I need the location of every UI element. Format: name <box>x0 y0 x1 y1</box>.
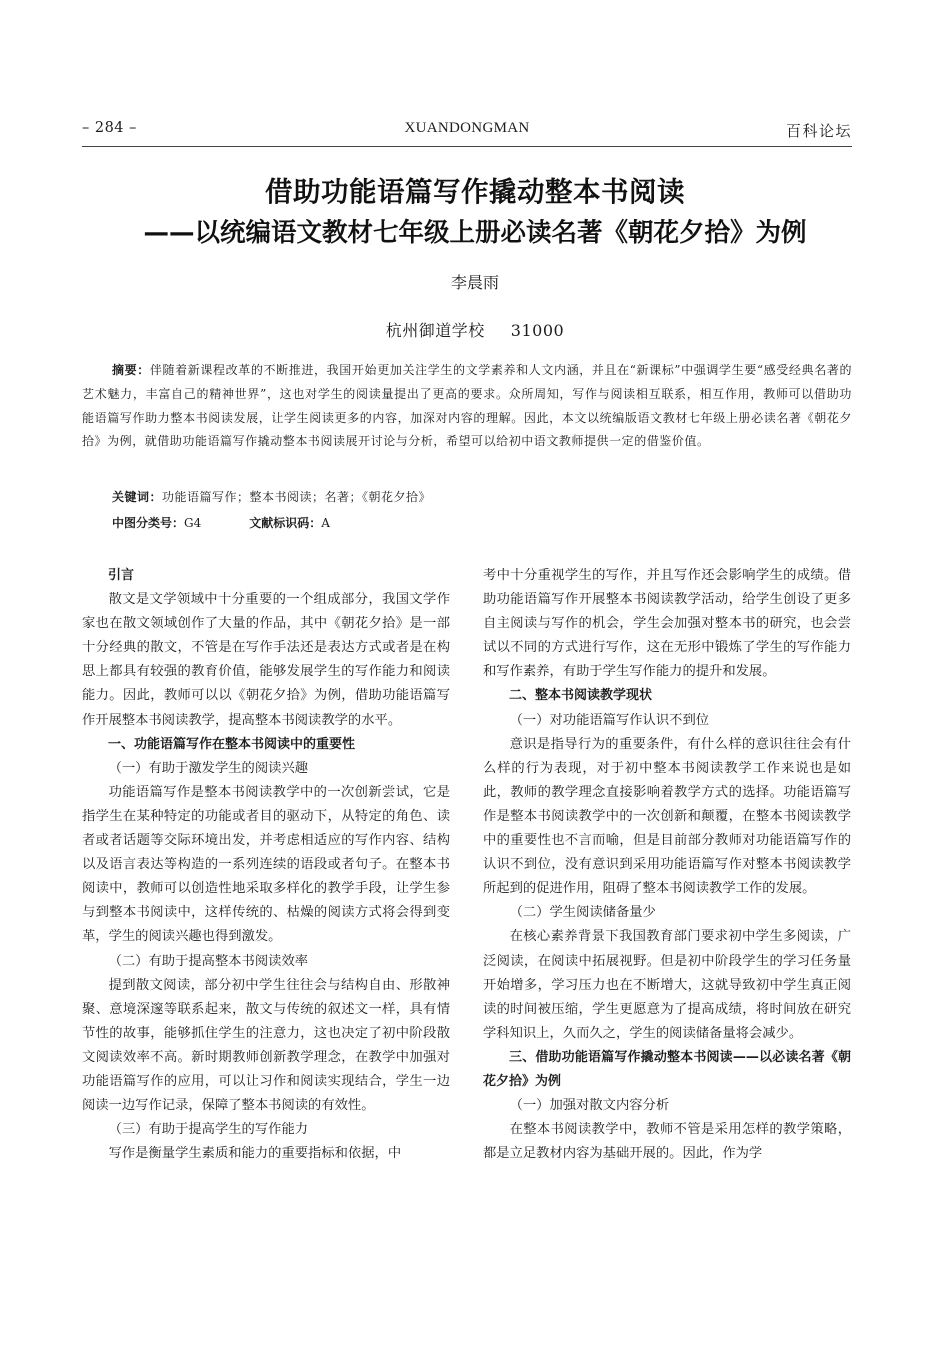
article-subtitle: ——以统编语文教材七年级上册必读名著《朝花夕拾》为例 <box>143 218 807 248</box>
section-heading: 引言 <box>108 568 135 583</box>
right-column <box>483 564 851 1166</box>
section-heading: 三、借助功能语篇写作撬动整本书阅读——以必读名著《朝花夕拾》为例 <box>483 1049 851 1089</box>
abstract-text: 伴随着新课程改革的不断推进，我国开始更加关注学生的文学素养和人文内涵，并且在“新课标”中强调学生要“感受经典名著的艺术魅力，丰富自己的精神世界”，这也对学生的阅读量提出了更高的要求。众所周知，写作与阅读相互联系，相互作用，教师可以借助功能语篇写作助力整本书阅读发展，让学生阅读更多的内容，加深对内容的理解。因此，本文以统编版语文教材七年级上册必读名著《朝花夕拾》为例，就借助功能语篇写作撬动整本书阅读展开讨论与分析，希望可以给初中语文教师提供一定的借鉴价值。 <box>82 363 852 449</box>
doc-code-value: A <box>321 516 330 530</box>
body-paragraph: 在整本书阅读教学中，教师不管是采用怎样的教学策略，都是立足教材内容为基础开展的。因此，作为学 <box>483 1122 851 1162</box>
abstract <box>82 359 852 454</box>
clc-value: G4 <box>184 516 202 530</box>
keywords <box>112 488 431 505</box>
page-number: – 284 – <box>82 120 137 136</box>
section-heading: 二、整本书阅读教学现状 <box>509 688 653 704</box>
affiliation-name: 杭州御道学校 <box>385 321 485 340</box>
body-paragraph: 在核心素养背景下我国教育部门要求初中学生多阅读，广泛阅读，在阅读中拓展视野。但是初中阶段学生的学习任务量开始增多，学习压力也在不断增大，这就导致初中学生真正阅读的时间被压缩，学生更愿意为了提高成绩，将时间放在研究学科知识上，久而久之，学生的阅读储备量将会减少。 <box>483 929 851 1041</box>
subsection-heading: （一）加强对散文内容分析 <box>509 1098 670 1114</box>
body-paragraph: 意识是指导行为的重要条件，有什么样的意识往往会有什么样的行为表现，对于初中整本书阅读教学工作来说也是如此，教师的教学理念直接影响着教学方式的选择。功能语篇写作是整本书阅读教学中的一次创新和颠覆，在整本书阅读教学中的重要性也不言而喻，但是目前部分教师对功能语篇写作的认识不到位，没有意识到采用功能语篇写作对整本书阅读教学所起到的促进作用，阻碍了整本书阅读教学工作的发展。 <box>483 736 851 897</box>
body-paragraph: 散文是文学领域中十分重要的一个组成部分，我国文学作家也在散文领域创作了大量的作品，其中《朝花夕拾》是一部十分经典的散文，不管是在写作手法还是表达方式或者是在构思上都具有较强的教育价值，能够发展学生的写作能力和阅读能力。因此，教师可以以《朝花夕拾》为例，借助功能语篇写作开展整本书阅读教学，提高整本书阅读教学的水平。 <box>82 592 450 728</box>
doc-code-label: 文献标识码： <box>249 516 322 530</box>
left-column <box>82 564 450 1166</box>
affiliation <box>0 318 950 341</box>
body-paragraph: 功能语篇写作是整本书阅读教学中的一次创新尝试，它是指学生在某种特定的功能或者目的驱动下，从特定的角色、读者或者话题等交际环境出发，并考虑相适应的写作内容、结构以及语言表达等构造的一系列连续的语段或者句子。在整本书阅读中，教师可以创造性地采取多样化的教学手段，让学生参与到整本书阅读中，这样传统的、枯燥的阅读方式将会得到变革，学生的阅读兴趣也得到激发。 <box>82 784 450 945</box>
section-name: 百科论坛 <box>785 122 852 140</box>
subsection-heading: （三）有助于提高学生的写作能力 <box>108 1122 309 1138</box>
subsection-heading: （一）有助于激发学生的阅读兴趣 <box>108 760 309 776</box>
keywords-text: 功能语篇写作；整本书阅读；名著；《朝花夕拾》 <box>162 490 432 504</box>
subsection-heading: （二）有助于提高整本书阅读效率 <box>108 953 309 969</box>
body-paragraph-continued: 考中十分重视学生的写作，并且写作还会影响学生的成绩。借助功能语篇写作开展整本书阅读教学活动，给学生创设了更多自主阅读与写作的机会，学生会加强对整本书的研究，也会尝试以不同的方式进行写作，这在无形中锻炼了学生的写作能力和写作素养，有助于学生写作能力的提升和发展。 <box>483 568 851 680</box>
body-paragraph: 提到散文阅读，部分初中学生往往会与结构自由、形散神聚、意境深邃等联系起来，散文与传统的叙述文一样，具有情节性的故事，能够抓住学生的注意力，这也决定了初中阶段散文阅读效率不高。新时期教师创新教学理念，在教学中加强对功能语篇写作的应用，可以让习作和阅读实现结合，学生一边阅读一边写作记录，保障了整本书阅读的有效性。 <box>82 977 450 1114</box>
section-heading: 一、功能语篇写作在整本书阅读中的重要性 <box>108 736 356 752</box>
abstract-label: 摘要： <box>112 363 150 377</box>
postcode: 31000 <box>510 321 565 340</box>
running-header <box>82 120 852 144</box>
article-title: 借助功能语篇写作撬动整本书阅读 <box>265 176 685 208</box>
subsection-heading: （二）学生阅读储备量少 <box>509 905 656 921</box>
subsection-heading: （一）对功能语篇写作认识不到位 <box>509 712 710 728</box>
header-rule <box>82 146 852 147</box>
journal-name: XUANDONGMAN <box>404 120 530 136</box>
author-name: 李晨雨 <box>450 273 499 292</box>
classification <box>112 514 330 531</box>
body-paragraph: 写作是衡量学生素质和能力的重要指标和依据，中 <box>108 1146 402 1162</box>
clc-label: 中图分类号： <box>112 516 185 530</box>
keywords-label: 关键词： <box>112 490 163 504</box>
